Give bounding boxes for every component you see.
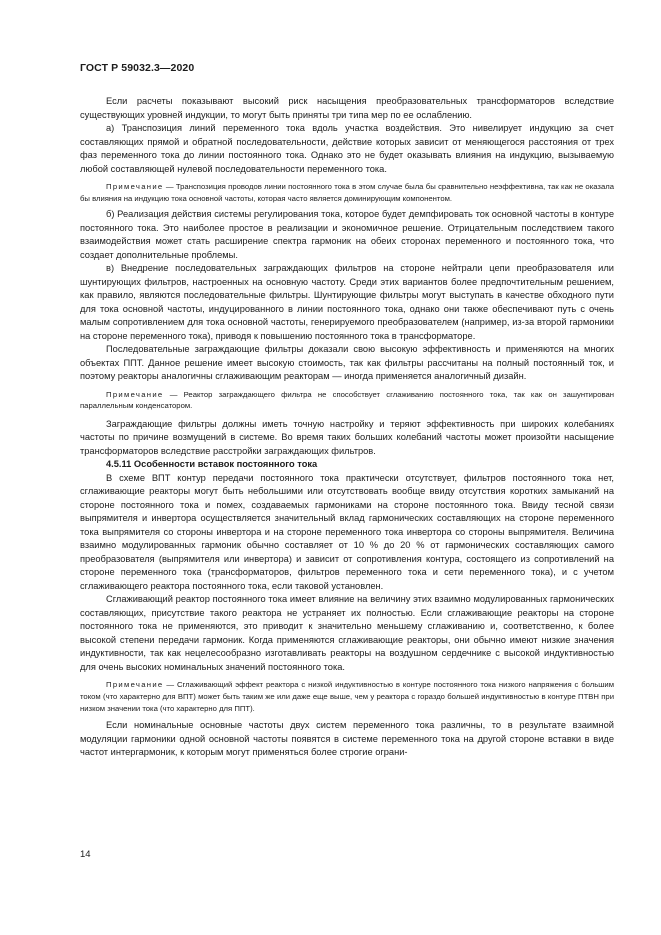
document-header: ГОСТ Р 59032.3—2020 [80, 62, 195, 74]
note [80, 181, 614, 204]
note-label: Примечание [106, 680, 164, 690]
note-label: Примечание [106, 389, 164, 399]
note-text: — Сглаживающий эффект реактора с низкой индуктивностью в контуре постоянного тока низкого напряжения с большим током (что характерно для ВПТ) может быть таким же или даже еще выше, чем у реактора с гораздо большей индуктивностью в контуре ПТВН при низком значении тока (что характерно для ППТ). [80, 680, 614, 713]
paragraph: Заграждающие фильтры должны иметь точную настройку и теряют эффективность при широких колебаниях частоты по причине возмущений в системе. Во время таких больших колебаний частоты может произойти насыщение трансформаторов вследствие расстройки заграждающих фильтров. [80, 418, 614, 456]
note-label: Примечание [106, 182, 164, 191]
paragraph: Если номинальные основные частоты двух систем переменного тока различны, то в результате взаимной модуляции гармоники одной основной частоты появятся в системе переменного тока на другой стороне вставки в виде частот интергармоник, к которым могут применяться более строгие ограни- [80, 720, 614, 758]
paragraph: в) Внедрение последовательных заграждающих фильтров на стороне нейтрали цепи преобразователя или шунтирующих фильтров, настроенных на основную частоту. Среди этих вариантов более предпочтительным решением, как правило, являются последовательные фильтры. Шунтирующие фильтры могут выступать в качестве обходного пути для тока основной частоты, индуцированного в линии постоянного тока, однако они также обеспечивают путь с очень малым сопротивлением для тока основной частоты, генерируемого преобразователем (например, из-за второй гармоники на стороне переменного тока), приводя к повышению постоянного тока в трансформаторе. [80, 263, 614, 341]
note [80, 679, 614, 714]
paragraph: Если расчеты показывают высокий риск насыщения преобразовательных трансформаторов вследствие существующих уровней индукции, то могут быть приняты три типа мер по ее ослаблению. [80, 96, 614, 120]
paragraph: б) Реализация действия системы регулирования тока, которое будет демпфировать ток основной частоты в контуре постоянного тока. Это наиболее простое в реализации и экономичное решение. Отрицательным последствием такого взаимодействия может стать расширение спектра гармоник на обеих сторонах переменного и постоянного тока, что создает дополнительные проблемы. [80, 209, 614, 260]
paragraph: Сглаживающий реактор постоянного тока имеет влияние на величину этих взаимно модулированных гармонических составляющих, присутствие такого реактора не устраняет их полностью. Если сглаживающие реакторы на стороне постоянного тока не применяются, это приводит к значительно меньшему сглаживанию и, соответственно, к более высокой степени передачи гармоник. Когда применяются сглаживающие реакторы, они обычно имеют низкие значения индуктивности, так как нецелесообразно изготавливать реакторы на воздушном сердечнике с высокой индуктивностью для очень высоких номинальных значений постоянного тока. [80, 594, 614, 672]
paragraph: а) Транспозиция линий переменного тока вдоль участка воздействия. Это нивелирует индукцию за счет составляющих прямой и обратной последовательности, действие которых зависит от меняющегося расстояния от трех фаз переменного тока до линии постоянного тока. Однако это не будет оказывать влияния на индукцию, вызываемую любой составляющей нулевой последовательности переменного тока. [80, 123, 614, 174]
note-text: — Транспозиция проводов линии постоянного тока в этом случае была бы сравнительно неэффективна, так как не оказала бы влияния на индукцию тока основной частоты, которая часто является доминирующим компонентом. [80, 182, 614, 203]
paragraph: В схеме ВПТ контур передачи постоянного тока практически отсутствует, фильтров постоянного тока нет, сглаживающие реакторы могут быть небольшими или отсутствовать вообще ввиду отсутствия коротких замыканий на стороне постоянного тока и помех, создаваемых гармониками на стороне постоянного тока. Ввиду тесной связи выпрямителя и инвертора осуществляется значительный вклад гармонических составляющих на стороне переменного тока выпрямителя со стороны инвертора и на стороне переменного тока инвертора со стороны выпрямителя. Величина взаимно модулированных гармоник обычно составляет от 10 % до 20 % от гармонических составляющих самого преобразователя (выпрямителя или инвертора) и зависит от сопротивления контура, состоящего из сопротивлений на стороне переменного тока (трансформаторов, фильтров переменного тока и сети переменного тока), и с учетом сглаживающего реактора постоянного тока, если таковой установлен. [80, 472, 614, 591]
document-body [80, 95, 614, 760]
note [80, 389, 614, 412]
paragraph: Последовательные заграждающие фильтры доказали свою высокую эффективность и применяются на многих объектах ППТ. Данное решение имеет высокую стоимость, так как фильтры рассчитаны на полный постоянный ток, и поэтому реакторы аналогичны сглаживающим реакторам — иногда применяется аналогичный дизайн. [80, 344, 614, 382]
page-number: 14 [80, 849, 91, 860]
note-text: — Реактор заграждающего фильтра не способствует сглаживанию постоянного тока, так как он зашунтирован параллельным конденсатором. [80, 389, 614, 411]
section-heading: 4.5.11 Особенности вставок постоянного тока [106, 459, 318, 470]
